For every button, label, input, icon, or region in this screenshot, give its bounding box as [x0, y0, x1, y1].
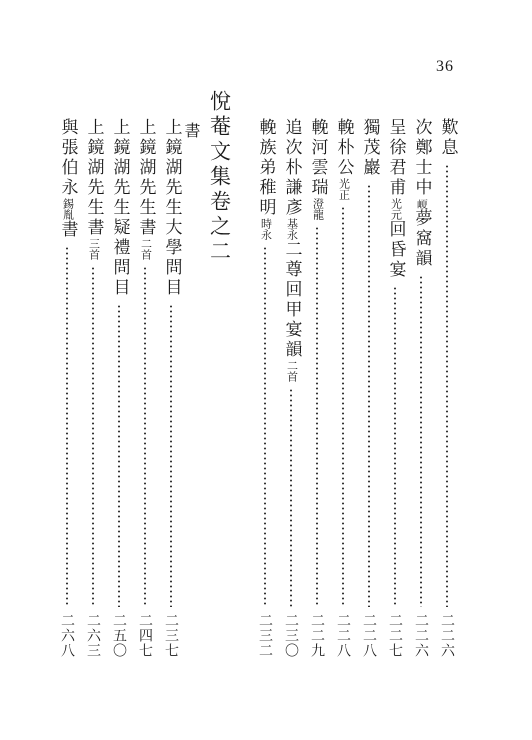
entry-title: 上鏡湖先生疑禮問目 — [109, 118, 130, 298]
entry-page: 二二八 — [335, 613, 351, 658]
entry-page: 二二七 — [387, 613, 403, 658]
dot-leader — [316, 226, 318, 607]
toc-entry — [280, 118, 302, 658]
toc-entry — [436, 118, 458, 658]
toc-entry — [82, 118, 104, 658]
entry-title: 呈徐君甫光元回昏宴 — [385, 118, 406, 280]
toc-entry — [384, 118, 406, 658]
dot-leader — [118, 304, 120, 607]
entry-page: 二四七 — [137, 613, 153, 658]
page-number: 36 — [436, 58, 454, 75]
dot-leader — [394, 286, 396, 607]
entry-title: 上鏡湖先生書二首 — [135, 118, 156, 260]
entry-page: 二二八 — [361, 613, 377, 658]
entry-page: 二五〇 — [111, 613, 127, 658]
dot-leader — [420, 275, 422, 607]
entry-title: 上鏡湖先生書三首 — [83, 118, 104, 260]
toc-entry — [108, 118, 130, 658]
toc-entry — [358, 118, 380, 658]
toc-entry — [134, 118, 156, 658]
entry-title: 輓朴公光正 — [333, 118, 354, 200]
dot-leader — [368, 184, 370, 607]
entry-page: 二六八 — [59, 613, 75, 658]
entry-title: 次鄭士中𡺷夢窩韻 — [411, 118, 432, 269]
entry-title: 歎息 — [437, 118, 458, 158]
section-title: 書 — [182, 122, 201, 141]
entry-title: 追次朴謙彥基永二尊回甲宴韻二首 — [281, 118, 302, 382]
dot-leader — [170, 304, 172, 607]
dot-leader — [342, 206, 344, 607]
entry-page: 二六三 — [85, 613, 101, 658]
volume-title: 悅菴文集卷之二 — [207, 90, 232, 265]
dot-leader — [144, 266, 146, 607]
entry-title: 上鏡湖先生大學問目 — [161, 118, 182, 298]
dot-leader — [290, 388, 292, 607]
entry-page: 二三七 — [163, 613, 179, 658]
dot-leader — [92, 266, 94, 607]
dot-leader — [66, 246, 68, 607]
entry-page: 二二六 — [413, 613, 429, 658]
entry-page: 二三〇 — [283, 613, 299, 658]
entry-title: 輓河雲瑞澄龍 — [307, 118, 328, 220]
entry-page: 二二九 — [309, 613, 325, 658]
entry-title: 獨茂巖 — [359, 118, 380, 178]
toc-entry — [410, 118, 432, 658]
entry-page: 二二六 — [439, 613, 455, 658]
dot-leader — [264, 246, 266, 607]
entry-page: 二三二 — [257, 613, 273, 658]
entry-title: 輓族弟稚明時永 — [255, 118, 276, 240]
toc-entry — [306, 118, 328, 658]
toc-entry — [160, 118, 182, 658]
entry-title: 與張伯永錫胤書 — [57, 118, 78, 240]
toc-entry — [332, 118, 354, 658]
toc-entry — [254, 118, 276, 658]
toc-entry — [56, 118, 78, 658]
dot-leader — [446, 164, 448, 607]
